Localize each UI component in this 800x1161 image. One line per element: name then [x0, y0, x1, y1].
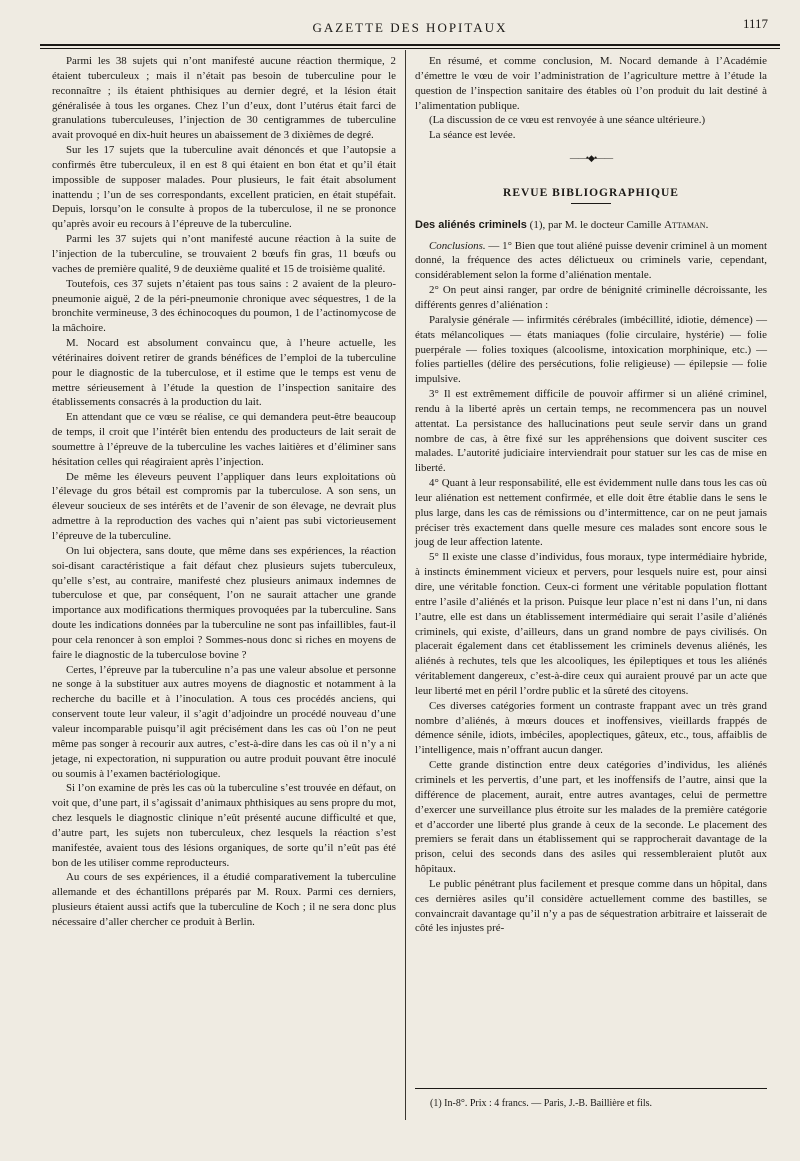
paragraph: En résumé, et comme conclusion, M. Nocard demande à l’Académie d’émettre le vœu de voir l’administration de l’agriculture mettre à l’étude la question de l’inspection sanitaire des étables où l’on produit du lait destiné à l’alimentation publique. — [415, 55, 767, 112]
running-title: GAZETTE DES HOPITAUX — [312, 20, 508, 35]
footnote-ref: (1) — [529, 218, 543, 231]
paragraph: La séance est levée. — [429, 129, 516, 142]
paragraph: (La discussion de ce vœu est renvoyée à une séance ultérieure.) — [429, 114, 706, 127]
paragraph-text: — 1° Bien que tout aliéné puisse devenir criminel à un moment donné, la fréquence des actes délictueux ou criminels varie, cependant, considérablement selon la forme d’aliénation mentale. — [415, 239, 767, 282]
paragraph: De même les éleveurs peuvent l’appliquer dans leurs exploitations où l’élevage du gros bétail est compromis par la tuberculose. A son sens, un éleveur soucieux de ses intérêts et de l’avenir de son élevage, ne devrait plus admettre à la reproduction des vaches qui n’aient pas subi victorieusement l’épreuve de la tuberculine. — [52, 470, 396, 542]
paragraph: Parmi les 38 sujets qui n’ont manifesté aucune réaction thermique, 2 étaient tuberculeux ; mais il n’était pas besoin de tuberculine pour le reconnaître ; ils étaient phthisiques au dernier degré, et la lésion était généralisée à tous les organes. Chez l’un d’eux, dont l’utérus était farci de granulations tuberculeuses, l’injection de 30 centigrammes de tuberculine avait provoqué en dix-huit heures un abaissement de 3 dixièmes de degré. — [52, 55, 396, 142]
paragraph: 2° On peut ainsi ranger, par ordre de bénignité criminelle décroissante, les différents genres d’aliénation : — [415, 284, 767, 311]
paragraph — [415, 239, 767, 284]
author-prefix: , par M. le docteur Camille — [542, 218, 662, 231]
paragraph: Si l’on examine de près les cas où la tuberculine s’est trouvée en défaut, on voit que, d’une part, il s’agissait d’animaux phthisiques au sens propre du mot, chez lesquels le diagnostic clinique n’eût présenté aucune difficulté et que, d’autre part, les sujets non tuberculeux, chez lesquels la réaction s’est manifestée, avaient tous des lésions organiques, de sorte qu’il n’eût pas été bon de les utiliser comme reproducteurs. — [52, 782, 396, 869]
column-divider — [405, 50, 406, 1120]
paragraph: Certes, l’épreuve par la tuberculine n’a pas une valeur absolue et personne ne songe à la substituer aux autres moyens de diagnostic et notamment à la recherche du bacille et à l’inoculation. A tous ces procédés anciens, qui conservent toute leur valeur, il s’agit d’adjoindre un procédé nouveau d’une valeur incomparable puisqu’il agit précisément dans les cas où l’on ne peut même pas songer à recourir aux autres, c’est-à-dire dans les cas où il n’y a ni jetage, ni expectoration, ni suppuration ou autre produit pouvant être inoculé ou soumis à l’examen bactériologique. — [52, 663, 396, 780]
paragraph: Cette grande distinction entre deux catégories d’individus, les aliénés criminels et les pervertis, d’une part, et les inoffensifs de l’autre, ainsi que la différence de placement, aurait, entre autres avantages, celui de permettre d’exercer une surveillance plus étroite sur les malades de la première catégorie et d’accorder une liberté plus grande à ceux de la seconde. Le placement des premiers se ferait dans un établissement qui se rapprocherait davantage de la prison, celui des seconds dans des asiles qui ressembleraient plutôt aux hôpitaux. — [415, 759, 767, 876]
paragraph: Parmi les 37 sujets qui n’ont manifesté aucune réaction à la suite de l’injection de la tuberculine, se trouvaient 2 bœufs fin gras, 11 bœufs ou vaches de première qualité, 9 de deuxième qualité et 15 de troisième qualité. — [52, 233, 396, 275]
paragraph: En attendant que ce vœu se réalise, ce qui demandera peut-être beaucoup de temps, il croit que l’intérêt bien entendu des producteurs de lait serait de soumettre à l’épreuve de la tuberculine les vaches laitières et d’éliminer sans hésitation celles qui réagiraient après l’injection. — [52, 411, 396, 468]
paragraph: Ces diverses catégories forment un contraste frappant avec un très grand nombre d’aliénés, à mœurs douces et inoffensives, vieillards frappés de démence sénile, idiots, imbéciles, apoplectiques, gâteux, etc., tous, affaiblis de l’intelligence, mais n’offrant aucun danger. — [415, 699, 767, 757]
paragraph: Le public pénétrant plus facilement et presque comme dans un hôpital, dans ces dernières asiles qu’il considère actuellement comme des bastilles, se convaincrait davantage qu’il n’y a pas de séquestration arbitraire et laisserait de côté les injustes pré- — [415, 877, 767, 935]
paragraph: Toutefois, ces 37 sujets n’étaient pas tous sains : 2 avaient de la pleuro-pneumonie aiguë, 2 de la péri-pneumonie chronique avec séquestres, 1 de la bronchite vermineuse, 3 des échinocoques du poumon, 1 de l’actinomycose de la mâchoire. — [52, 277, 396, 335]
conclusions-label: Conclusions. — [429, 239, 486, 252]
section-title: REVUE BIBLIOGRAPHIQUE — [503, 186, 679, 199]
paragraph: Sur les 17 sujets que la tuberculine avait dénoncés et que l’autopsie a confirmés être tuberculeux, il en est 8 qui étaient en bon état et qu’il était impossible de supposer malades. Pour plusieurs, le fait était absolument inattendu ; l’un de ses correspondants, excellent praticien, en était stupéfait. Depuis, lorsqu’on le consulte à propos de la tuberculose, il ne se prononce qu’après avoir eu recours à l’épreuve de la tuberculine. — [52, 144, 396, 231]
footnote-rule — [415, 1088, 767, 1089]
page-number: 1117 — [742, 16, 768, 31]
paragraph: On lui objectera, sans doute, que même dans ses expériences, la réaction soi-disant caractéristique a fait défaut chez plusieurs sujets tuberculeux, qu’elle s’est, au contraire, manifesté chez plusieurs animaux indemnes de tuberculose et que, par conséquent, l’on ne saurait attacher une grande importance aux modifications thermiques provoquées par la tuberculine. Sans doute les indications données par la tuberculine ne sont pas infaillibles, faut-il pour cela renoncer à son emploi ? Sommes-nous donc si riches en moyens de faire le diagnostic de la tuberculose bovine ? — [52, 544, 396, 661]
author-name: Attaman. — [664, 218, 709, 231]
header-rule — [40, 44, 780, 49]
paragraph: Paralysie générale — infirmités cérébrales (imbécillité, idiotie, démence) — états mélancoliques — états maniaques (folie circulaire, hystérie) — folie puerpérale — folies toxiques (alcoolisme, intoxication morphinique, etc.) — folies partielles (délire des persécutions, folie religieuse) — épilepsie — folie impulsive. — [415, 313, 767, 386]
footnote: (1) In-8°. Prix : 4 francs. — Paris, J.-B. Baillière et fils. — [430, 1098, 653, 1109]
section-rule — [571, 203, 611, 204]
paragraph: 5° Il existe une classe d’individus, fous moraux, type intermédiaire hybride, à instincts éminemment vicieux et pervers, pour lesquels nuire est, pour ainsi dire, une véritable fonction. Ceux-ci forment une véritable population flottant entre l’asile d’aliénés et la prison. Puisque leur place n’est ni dans l’un, ni dans l’autre, elle est dans un établissement intermédiaire qui serait l’asile d’aliénés criminels, qui existe, d’ailleurs, dans un grand nombre de pays civilisés. On placerait également dans cet établissement les criminels devenus aliénés, les aliénés à rechutes, tels que les alcooliques, les épileptiques et tous les aliénés véritablement dangereux, c’est-à-dire ceux qui auraient prouvé par un acte que leur liberté met en péril l’ordre public et la sûreté des citoyens. — [415, 551, 767, 697]
paragraph: 3° Il est extrêmement difficile de pouvoir affirmer si un aliéné criminel, rendu à la liberté après un certain temps, ne recommencera pas un nouvel attentat. La persistance des hallucinations peut seule servir dans un grand nombre de cas, à être fixé sur les appréhensions que doivent susciter ces malades. L’autorité judiciaire interviendrait pour statuer sur les cas de mise en liberté. — [415, 388, 767, 475]
page-header — [40, 14, 780, 42]
paragraph: M. Nocard est absolument convaincu que, à l’heure actuelle, les vétérinaires doivent retirer de grands bénéfices de l’emploi de la tuberculine pour le diagnostic de la tuberculose, et il estime que le temps est venu de mettre sérieusement à l’étude la question de l’inspection sanitaire des établissements consacrés à la production du lait. — [52, 337, 396, 409]
ornament-divider: ——•◆•—— — [569, 153, 613, 164]
right-column — [415, 54, 767, 936]
paragraph: Au cours de ses expériences, il a étudié comparativement la tuberculine allemande et des échantillons préparés par M. Roux. Parmi ces derniers, plusieurs étaient aussi actifs que la tuberculine de Koch ; il ne sera donc plus nécessaire d’aller chercher ce produit à Berlin. — [52, 871, 396, 928]
left-column — [52, 54, 396, 930]
book-title: Des aliénés criminels — [415, 218, 527, 231]
paragraph: 4° Quant à leur responsabilité, elle est évidemment nulle dans tous les cas où leur aliénation est nettement confirmée, et elle doit être établie dans le sens le plus large, dans les cas de rémissions ou d’intermittence, car on ne peut jamais préciser très exactement dans quelle mesure ces malades sont encore sous le joug de leur affection latente. — [415, 477, 767, 549]
review-heading — [415, 218, 767, 233]
